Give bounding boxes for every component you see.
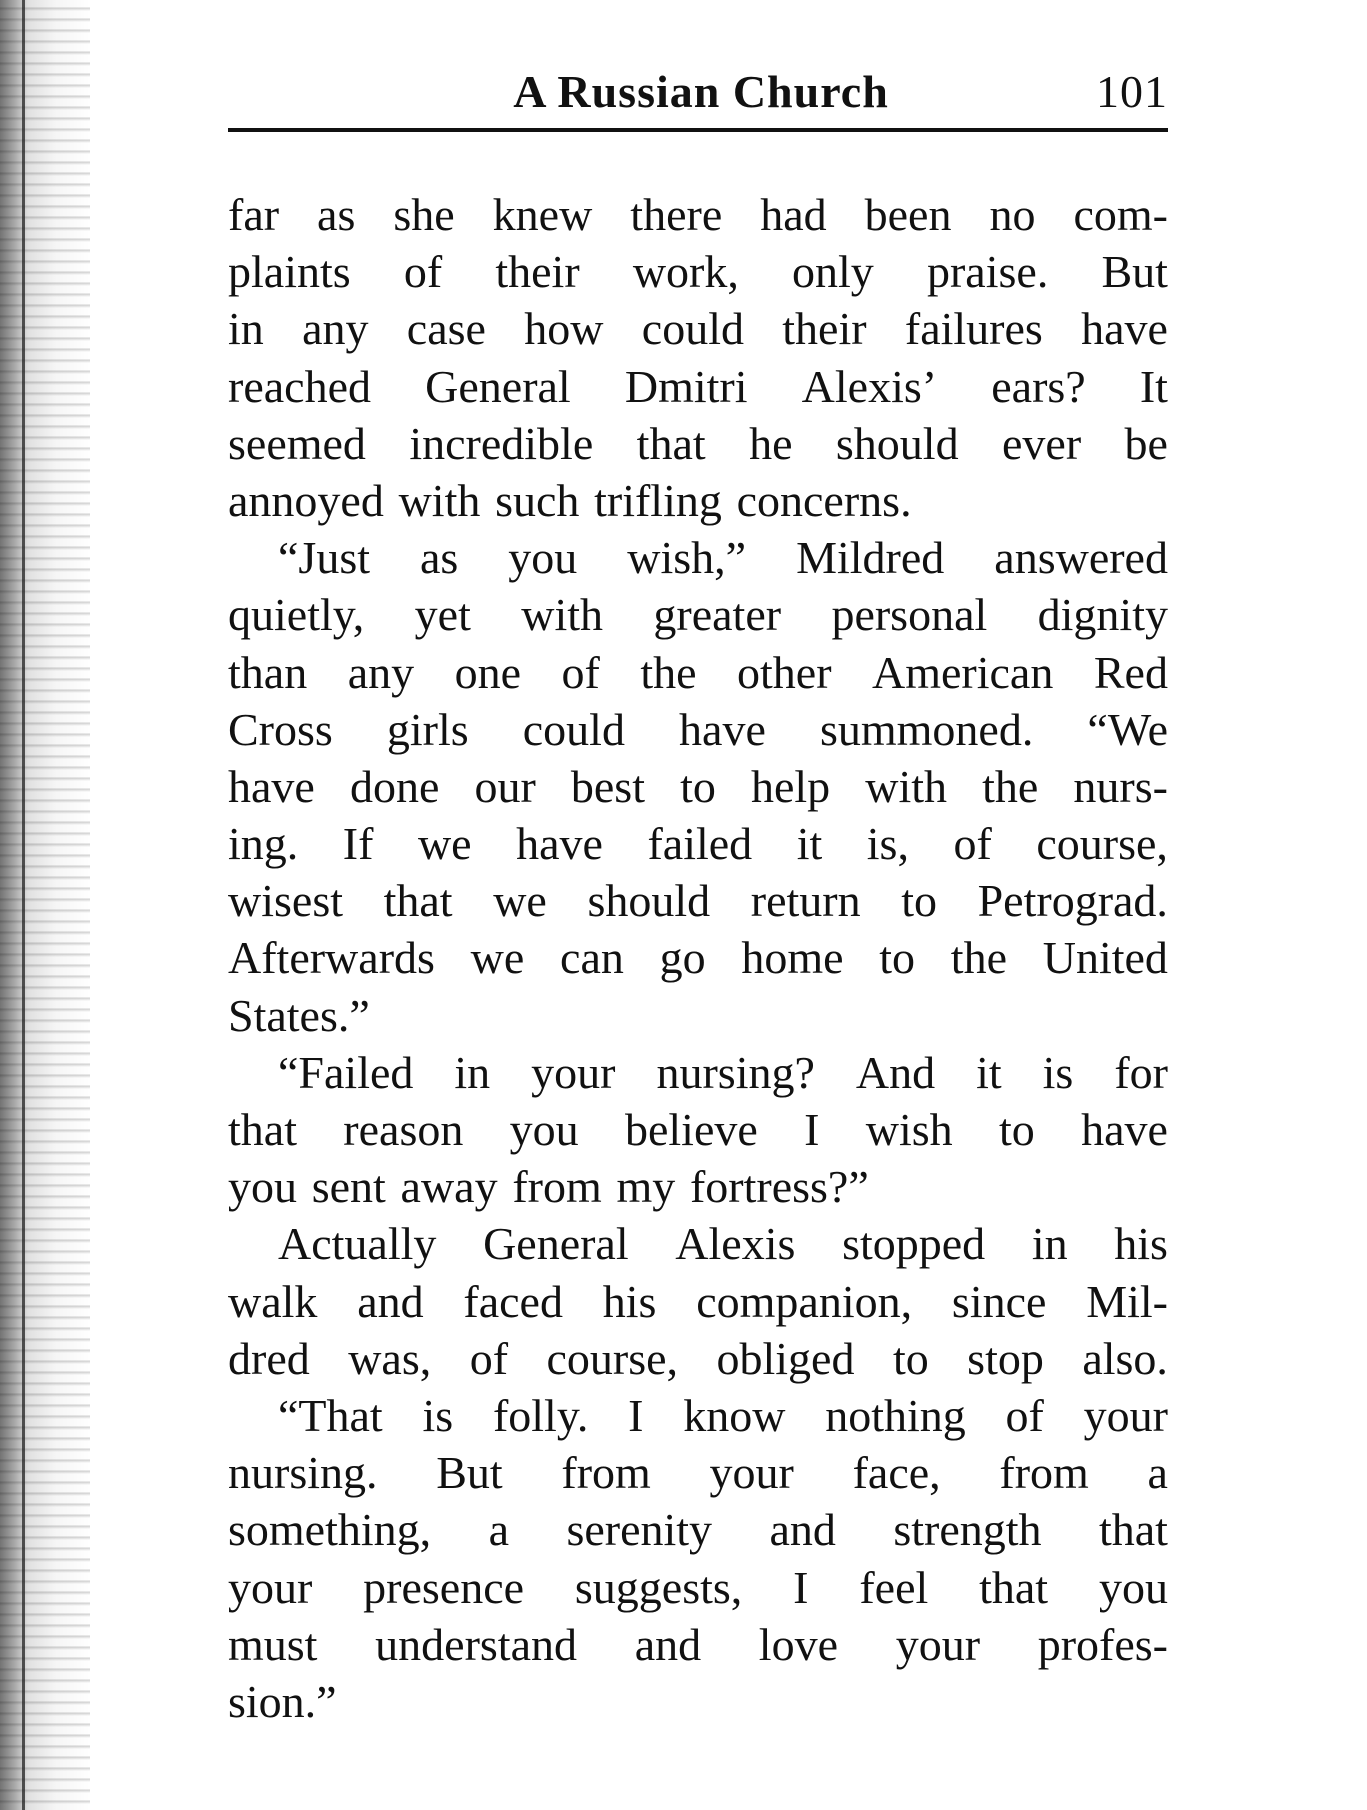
text-line <box>228 1673 1168 1730</box>
page-number: 101 <box>1096 66 1168 117</box>
word: something, <box>228 1504 432 1556</box>
word: face, <box>852 1447 941 1499</box>
word: we <box>493 875 547 927</box>
page-header <box>228 62 1174 132</box>
word: best <box>570 760 645 812</box>
word: from <box>512 1161 602 1213</box>
word: a <box>488 1504 510 1556</box>
word: your <box>895 1618 981 1670</box>
word: incredible <box>409 417 594 469</box>
word: Cross <box>228 703 333 755</box>
word: to <box>901 875 937 927</box>
word: the <box>982 760 1039 812</box>
word: It <box>1139 360 1168 412</box>
word: Mil- <box>1086 1275 1168 1327</box>
word: must <box>228 1618 318 1670</box>
word: yet <box>414 589 471 641</box>
word: wisest <box>228 875 343 927</box>
word: ing. <box>228 818 299 870</box>
word: away <box>400 1161 498 1213</box>
word: we <box>417 818 472 870</box>
word: work, <box>632 246 739 298</box>
word: as <box>317 189 356 240</box>
word: with <box>398 474 481 526</box>
word: strength <box>893 1504 1042 1556</box>
word: of <box>561 646 600 698</box>
word: love <box>758 1618 838 1670</box>
word: sion.” <box>228 1675 337 1727</box>
word: I <box>793 1561 809 1613</box>
word: American <box>872 646 1054 698</box>
word: and <box>357 1275 424 1327</box>
word: Alexis’ <box>801 360 938 412</box>
word: far <box>228 189 280 240</box>
word: with <box>521 589 604 641</box>
text-line <box>228 701 1168 758</box>
word: nursing? <box>656 1046 815 1098</box>
text-line <box>228 1044 1168 1101</box>
word: and <box>634 1618 702 1670</box>
text-line <box>228 586 1168 643</box>
binding-shadow-line <box>22 0 25 1810</box>
word: course, <box>1036 818 1168 870</box>
scanned-binding-edge <box>0 0 90 1810</box>
word: any <box>347 646 415 698</box>
word: your <box>228 1561 313 1613</box>
word: course, <box>546 1332 679 1384</box>
word: quietly, <box>228 589 365 641</box>
word: wish,” <box>627 532 747 584</box>
word: Afterwards <box>228 932 435 984</box>
word: their <box>782 303 867 355</box>
word: was, <box>348 1332 432 1384</box>
word: General <box>425 360 571 412</box>
word: If <box>342 818 374 870</box>
text-line <box>228 1559 1168 1616</box>
word: return <box>750 875 861 927</box>
word: my <box>616 1161 676 1213</box>
word: greater <box>653 589 782 641</box>
text-line <box>228 358 1168 415</box>
word: dred <box>228 1332 310 1384</box>
word: dignity <box>1037 589 1168 641</box>
word: can <box>560 932 624 984</box>
text-line <box>228 815 1168 872</box>
word: “That <box>278 1389 383 1441</box>
word: failed <box>647 818 753 870</box>
word: Red <box>1093 646 1168 698</box>
word: companion, <box>696 1275 913 1327</box>
word: you <box>1098 1561 1168 1613</box>
text-line <box>228 529 1168 586</box>
word: praise. <box>926 246 1049 298</box>
word: as <box>419 532 459 584</box>
word: is <box>1042 1046 1074 1098</box>
word: stop <box>967 1332 1044 1384</box>
header-rule <box>228 128 1168 132</box>
word: one <box>454 646 522 698</box>
word: know <box>683 1389 786 1441</box>
word: help <box>750 760 831 812</box>
word: you <box>509 1104 579 1155</box>
word: ears? <box>991 360 1086 412</box>
word: stopped <box>842 1218 986 1270</box>
word: it <box>796 818 823 870</box>
word: serenity <box>566 1504 713 1556</box>
word: could <box>641 303 744 355</box>
word: knew <box>492 189 593 240</box>
word: you <box>508 532 578 584</box>
word: is, <box>866 818 909 870</box>
text-line <box>228 1444 1168 1501</box>
word: to <box>998 1104 1035 1155</box>
word: have <box>1081 1104 1168 1155</box>
text-line <box>228 300 1168 357</box>
text-line <box>228 415 1168 472</box>
text-line <box>228 644 1168 701</box>
word: have <box>679 703 766 755</box>
word: seemed <box>228 417 366 469</box>
word: United <box>1042 932 1168 984</box>
word: your <box>531 1046 616 1098</box>
word: from <box>561 1447 651 1499</box>
word: States.” <box>228 989 370 1041</box>
word: that <box>636 417 706 469</box>
word: Alexis <box>675 1218 796 1270</box>
word: Actually <box>278 1218 437 1270</box>
word: than <box>228 646 308 698</box>
word: a <box>1147 1447 1168 1499</box>
word: “Just <box>278 532 370 584</box>
word: presence <box>363 1561 525 1613</box>
text-line <box>228 186 1168 243</box>
word: trifling <box>594 474 722 526</box>
word: we <box>470 932 525 984</box>
word: com- <box>1073 189 1168 240</box>
text-line <box>228 1616 1168 1673</box>
word: plaints <box>228 246 351 298</box>
word: any <box>302 303 369 355</box>
word: of <box>953 818 992 870</box>
word: believe <box>624 1104 758 1155</box>
word: nursing. <box>228 1447 378 1499</box>
word: be <box>1124 417 1168 469</box>
word: annoyed <box>228 474 384 526</box>
word: for <box>1114 1046 1168 1098</box>
word: suggests, <box>574 1561 743 1613</box>
word: it <box>976 1046 1002 1098</box>
word: also. <box>1082 1332 1168 1384</box>
text-line <box>228 1158 1168 1215</box>
word: in <box>228 303 264 355</box>
text-line <box>228 472 1168 529</box>
text-line <box>228 1387 1168 1444</box>
word: have <box>1081 303 1168 355</box>
word: had <box>760 189 827 240</box>
word: case <box>406 303 486 355</box>
text-line <box>228 243 1168 300</box>
word: Mildred <box>796 532 945 584</box>
word: wish <box>865 1104 953 1155</box>
word: that <box>1098 1504 1168 1556</box>
word: to <box>879 932 916 984</box>
word: walk <box>228 1275 318 1327</box>
word: have <box>228 760 315 812</box>
word: your <box>709 1447 794 1499</box>
word: their <box>495 246 580 298</box>
word: should <box>587 875 711 927</box>
word: faced <box>463 1275 563 1327</box>
word: that <box>383 875 453 927</box>
word: fortress?” <box>689 1161 869 1213</box>
word: folly. <box>492 1389 589 1441</box>
word: ever <box>1001 417 1082 469</box>
text-line <box>228 1273 1168 1330</box>
word: only <box>792 246 874 298</box>
word: should <box>835 417 959 469</box>
word: no <box>989 189 1036 240</box>
text-line <box>228 987 1168 1044</box>
word: our <box>474 760 536 812</box>
word: And <box>855 1046 936 1098</box>
word: reached <box>228 360 371 412</box>
word: in <box>1031 1218 1068 1270</box>
word: But <box>1101 246 1168 298</box>
word: summoned. <box>819 703 1034 755</box>
word: the <box>950 932 1007 984</box>
word: concerns. <box>736 474 912 526</box>
word: how <box>524 303 604 355</box>
word: in <box>454 1046 491 1098</box>
word: personal <box>831 589 988 641</box>
word: have <box>516 818 603 870</box>
text-line <box>228 1215 1168 1272</box>
word: to <box>892 1332 929 1384</box>
word: But <box>436 1447 503 1499</box>
text-line <box>228 1501 1168 1558</box>
word: “We <box>1087 703 1168 755</box>
word: could <box>522 703 625 755</box>
word: with <box>865 760 948 812</box>
text-line <box>228 758 1168 815</box>
word: the <box>640 646 697 698</box>
text-line <box>228 1101 1168 1158</box>
word: you <box>228 1161 297 1213</box>
word: he <box>749 417 793 469</box>
word: obliged <box>716 1332 855 1384</box>
word: such <box>495 474 580 526</box>
word: and <box>769 1504 836 1556</box>
word: reason <box>343 1104 464 1155</box>
word: of <box>403 246 443 298</box>
word: other <box>737 646 832 698</box>
word: is <box>422 1389 454 1441</box>
word: I <box>628 1389 644 1441</box>
word: she <box>393 189 455 240</box>
word: go <box>659 932 706 984</box>
word: his <box>1114 1218 1168 1270</box>
word: from <box>999 1447 1089 1499</box>
word: home <box>741 932 844 984</box>
running-title: A Russian Church <box>513 66 889 117</box>
word: there <box>630 189 723 240</box>
word: done <box>349 760 440 812</box>
text-line <box>228 1330 1168 1387</box>
word: profes- <box>1037 1618 1168 1670</box>
word: understand <box>375 1618 577 1670</box>
word: Dmitri <box>624 360 748 412</box>
word: I <box>804 1104 820 1155</box>
word: Petrograd. <box>977 875 1168 927</box>
word: nothing <box>825 1389 966 1441</box>
word: your <box>1083 1389 1168 1441</box>
word: girls <box>386 703 469 755</box>
word: his <box>602 1275 657 1327</box>
word: of <box>1005 1389 1044 1441</box>
word: nurs- <box>1073 760 1168 812</box>
body-text <box>228 186 1168 1730</box>
word: failures <box>904 303 1043 355</box>
word: “Failed <box>278 1046 414 1098</box>
text-line <box>228 929 1168 986</box>
text-line <box>228 872 1168 929</box>
word: that <box>228 1104 297 1155</box>
word: answered <box>994 532 1168 584</box>
word: been <box>864 189 952 240</box>
word: that <box>979 1561 1049 1613</box>
word: sent <box>311 1161 386 1213</box>
word: to <box>680 760 716 812</box>
word: feel <box>859 1561 929 1613</box>
word: General <box>483 1218 629 1270</box>
word: of <box>469 1332 509 1384</box>
word: since <box>951 1275 1047 1327</box>
